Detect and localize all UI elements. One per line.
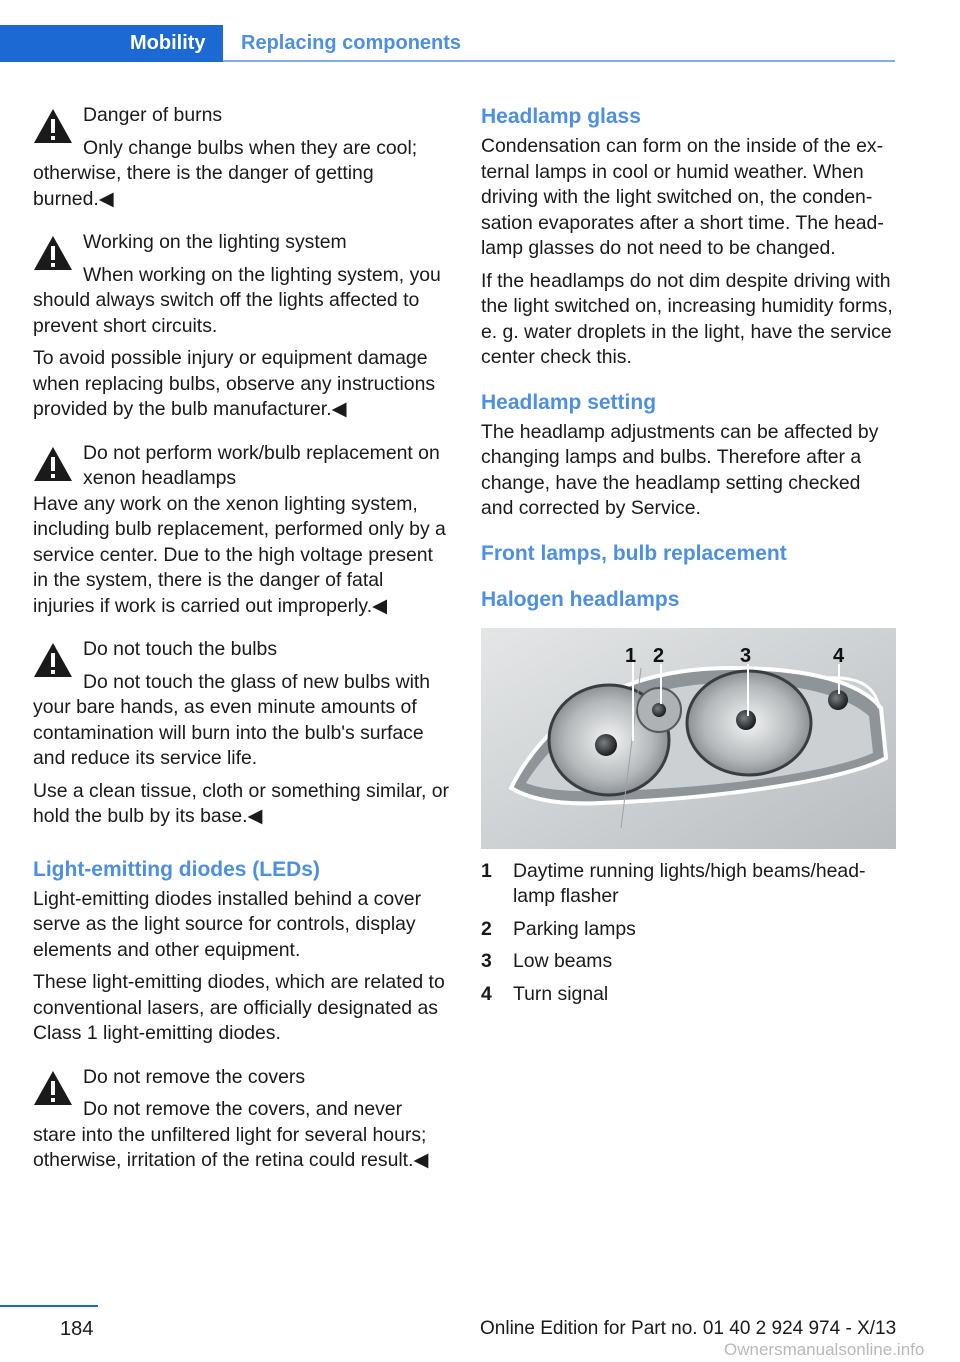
warning-text-2: Use a clean tissue, cloth or something similar, or hold the bulb by its base.◀ <box>33 779 449 827</box>
right-column <box>481 103 897 1014</box>
glass-paragraph-1: Condensation can form on the inside of the external lamps in cool or humid weather. When driving with the light switched on, the condensation evaporates after a short time. The headlamp glasses do not need to be changed. <box>481 135 884 259</box>
legend-text: Low beams <box>513 950 613 972</box>
legend-text: Turn signal <box>513 982 609 1005</box>
legend-item <box>481 917 897 943</box>
warning-title: Working on the lighting system <box>83 231 347 253</box>
warning-lighting-system <box>33 230 449 423</box>
warning-title: Do not perform work/bulb replacement on xenon headlamps <box>83 441 440 489</box>
section-heading-front-lamps: Front lamps, bulb replacement <box>481 541 787 565</box>
legend-text: Parking lamps <box>513 917 636 940</box>
warning-text: Only change bulbs when they are cool; otherwise, there is the danger of getting burned.◀ <box>33 136 418 210</box>
warning-text-2: To avoid possible injury or equipment damage when replacing bulbs, observe any instructions provided by the bulb manufacturer.◀ <box>33 347 436 420</box>
legend-number: 4 <box>481 982 492 1005</box>
header-rule <box>0 60 895 62</box>
warning-xenon-headlamps <box>33 441 449 620</box>
warning-text: Have any work on the xenon lighting system, including bulb replacement, performed only by a service center. Due to the high voltage present in the system, there is the danger of fatal injuries if work is carried out improperly.◀ <box>33 492 446 617</box>
warning-triangle-icon <box>33 1070 73 1106</box>
leds-paragraph-2: These light-emitting diodes, which are related to conventional lasers, are officially designated as Class 1 light-emitting diodes. <box>33 971 445 1044</box>
tab-mobility[interactable]: Mobility <box>0 25 223 62</box>
warning-title: Do not remove the covers <box>83 1065 306 1088</box>
headlamp-legend <box>481 859 897 1008</box>
legend-number: 1 <box>481 859 492 882</box>
setting-paragraph-1: The headlamp adjustments can be affected by changing lamps and bulbs. Therefore after a change, have the headlamp setting checked and corrected by Service. <box>481 420 879 519</box>
warning-triangle-icon <box>33 446 73 482</box>
glass-paragraph-2: If the headlamps do not dim despite driving with the light switched on, increasing humidity forms, e. g. water droplets in the light, have the service center check this. <box>481 269 893 368</box>
section-heading-leds: Light-emitting diodes (LEDs) <box>33 857 320 881</box>
warning-text: Do not remove the covers, and never stare into the unfiltered light for several hours; otherwise, irritation of the retina could result.◀ <box>33 1098 429 1171</box>
warning-triangle-icon <box>33 108 73 144</box>
watermark: Ownersmanualsonline.info <box>724 1340 925 1359</box>
legend-item <box>481 949 897 975</box>
headlamp-photo <box>481 628 896 849</box>
warning-danger-of-burns <box>33 103 449 212</box>
page-number: 184 <box>60 1318 94 1340</box>
warning-text: When working on the lighting system, you should always switch off the lights affected to prevent short circuits. <box>33 263 441 337</box>
warning-triangle-icon <box>33 642 73 678</box>
section-headlamp-glass <box>481 103 897 371</box>
photo-callout-1: 1 <box>625 644 637 667</box>
section-leds <box>33 856 449 1047</box>
section-heading-headlamp-glass: Headlamp glass <box>481 105 641 128</box>
warning-text: Do not touch the glass of new bulbs with your bare hands, as even minute amounts of contamination will burn into the bulb's surface and reduce its service life. <box>33 670 431 769</box>
section-heading-halogen-headlamps: Halogen headlamps <box>481 587 680 611</box>
photo-callout-2: 2 <box>653 644 665 667</box>
warning-title: Do not touch the bulbs <box>83 638 278 660</box>
legend-number: 2 <box>481 917 492 940</box>
photo-callout-3: 3 <box>740 644 752 667</box>
section-headlamp-setting <box>481 389 897 522</box>
edition-note: Online Edition for Part no. 01 40 2 924 974 - X/13 <box>480 1318 897 1339</box>
warning-title: Danger of burns <box>83 104 223 126</box>
tab-replacing-components[interactable]: Replacing components <box>241 32 462 54</box>
section-heading-headlamp-setting: Headlamp setting <box>481 390 657 414</box>
legend-text: Daytime running lights/high beams/headlamp flasher <box>513 859 866 907</box>
legend-item <box>481 982 897 1008</box>
legend-number: 3 <box>481 950 492 972</box>
warning-do-not-touch-bulbs <box>33 637 449 830</box>
warning-do-not-remove-covers <box>33 1065 449 1174</box>
left-column <box>33 103 449 1181</box>
legend-item <box>481 859 897 910</box>
photo-callout-4: 4 <box>833 644 845 667</box>
leds-paragraph-1: Light-emitting diodes installed behind a cover serve as the light source for controls, display elements and other equipment. <box>33 887 422 961</box>
footer-rule <box>0 1305 98 1307</box>
warning-triangle-icon <box>33 235 73 271</box>
section-header <box>0 25 895 62</box>
